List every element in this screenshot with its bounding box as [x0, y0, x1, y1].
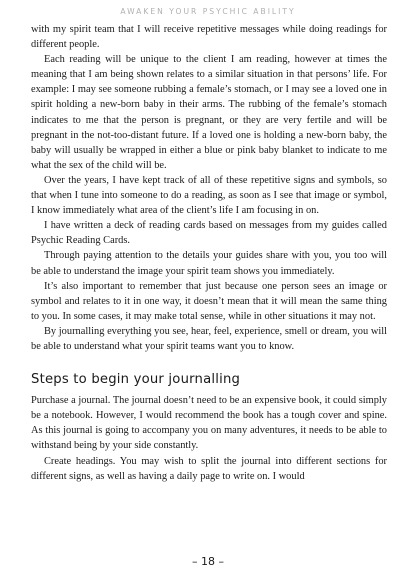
running-head: AWAKEN YOUR PSYCHIC ABILITY	[120, 7, 296, 16]
paragraph: Create headings. You may wish to split the journal into different sections for different signs, as well as having a daily page to write on. I would	[31, 455, 387, 482]
paragraph: I have written a deck of reading cards based on messages from my guides called Psychic Reading Cards.	[31, 220, 387, 247]
paragraph: Purchase a journal. The journal doesn’t need to be an expensive book, it could simply be a notebook. However, I would recommend the book has a tough cover and spine. As this journal is going to accompany you on many adventures, it needs to be able to withstand being by your side constantly.	[31, 395, 387, 452]
paragraph: with my spirit team that I will receive repetitive messages while doing readings for different people.	[31, 24, 387, 51]
paragraph: It’s also important to remember that just because one person sees an image or symbol and relates to it in one way, it doesn’t mean that it will mean the same thing to you. In some cases, it may make total sense, while in other situations it may not.	[31, 280, 387, 322]
body-text	[31, 22, 387, 484]
paragraph: Each reading will be unique to the client I am reading, however at times the meaning that I am being shown relates to a similar situation in that persons’ life. For example: I may see someone rubbing a female’s stomach, or I may see a loved one in spirit holding a new-born baby in their arms. The rubbing of the female’s stomach indicates to me that the person is pregnant, or they are very fertile and will be pregnant in the not-too-distant future. If a loved one is holding a new-born baby, the baby will usually be wrapped in either a blue or pink baby blanket to indicate to me what the sex of the child will be.	[31, 54, 387, 171]
paragraph: By journalling everything you see, hear, feel, experience, smell or dream, you will be able to understand what your spirit teams want you to know.	[31, 325, 387, 352]
section-heading: Steps to begin your journalling	[31, 372, 241, 388]
paragraphs-top	[31, 22, 387, 354]
paragraph: Through paying attention to the details your guides share with you, you too will be able to understand the image your spirit team shows you immediately.	[31, 250, 387, 277]
paragraphs-bottom	[31, 393, 387, 484]
page-number: – 18 –	[192, 555, 224, 568]
paragraph: Over the years, I have kept track of all of these repetitive signs and symbols, so that when I tune into someone to do a reading, as soon as I see that image or symbol, I know immediately what area of the client’s life I am focusing in on.	[31, 174, 387, 217]
